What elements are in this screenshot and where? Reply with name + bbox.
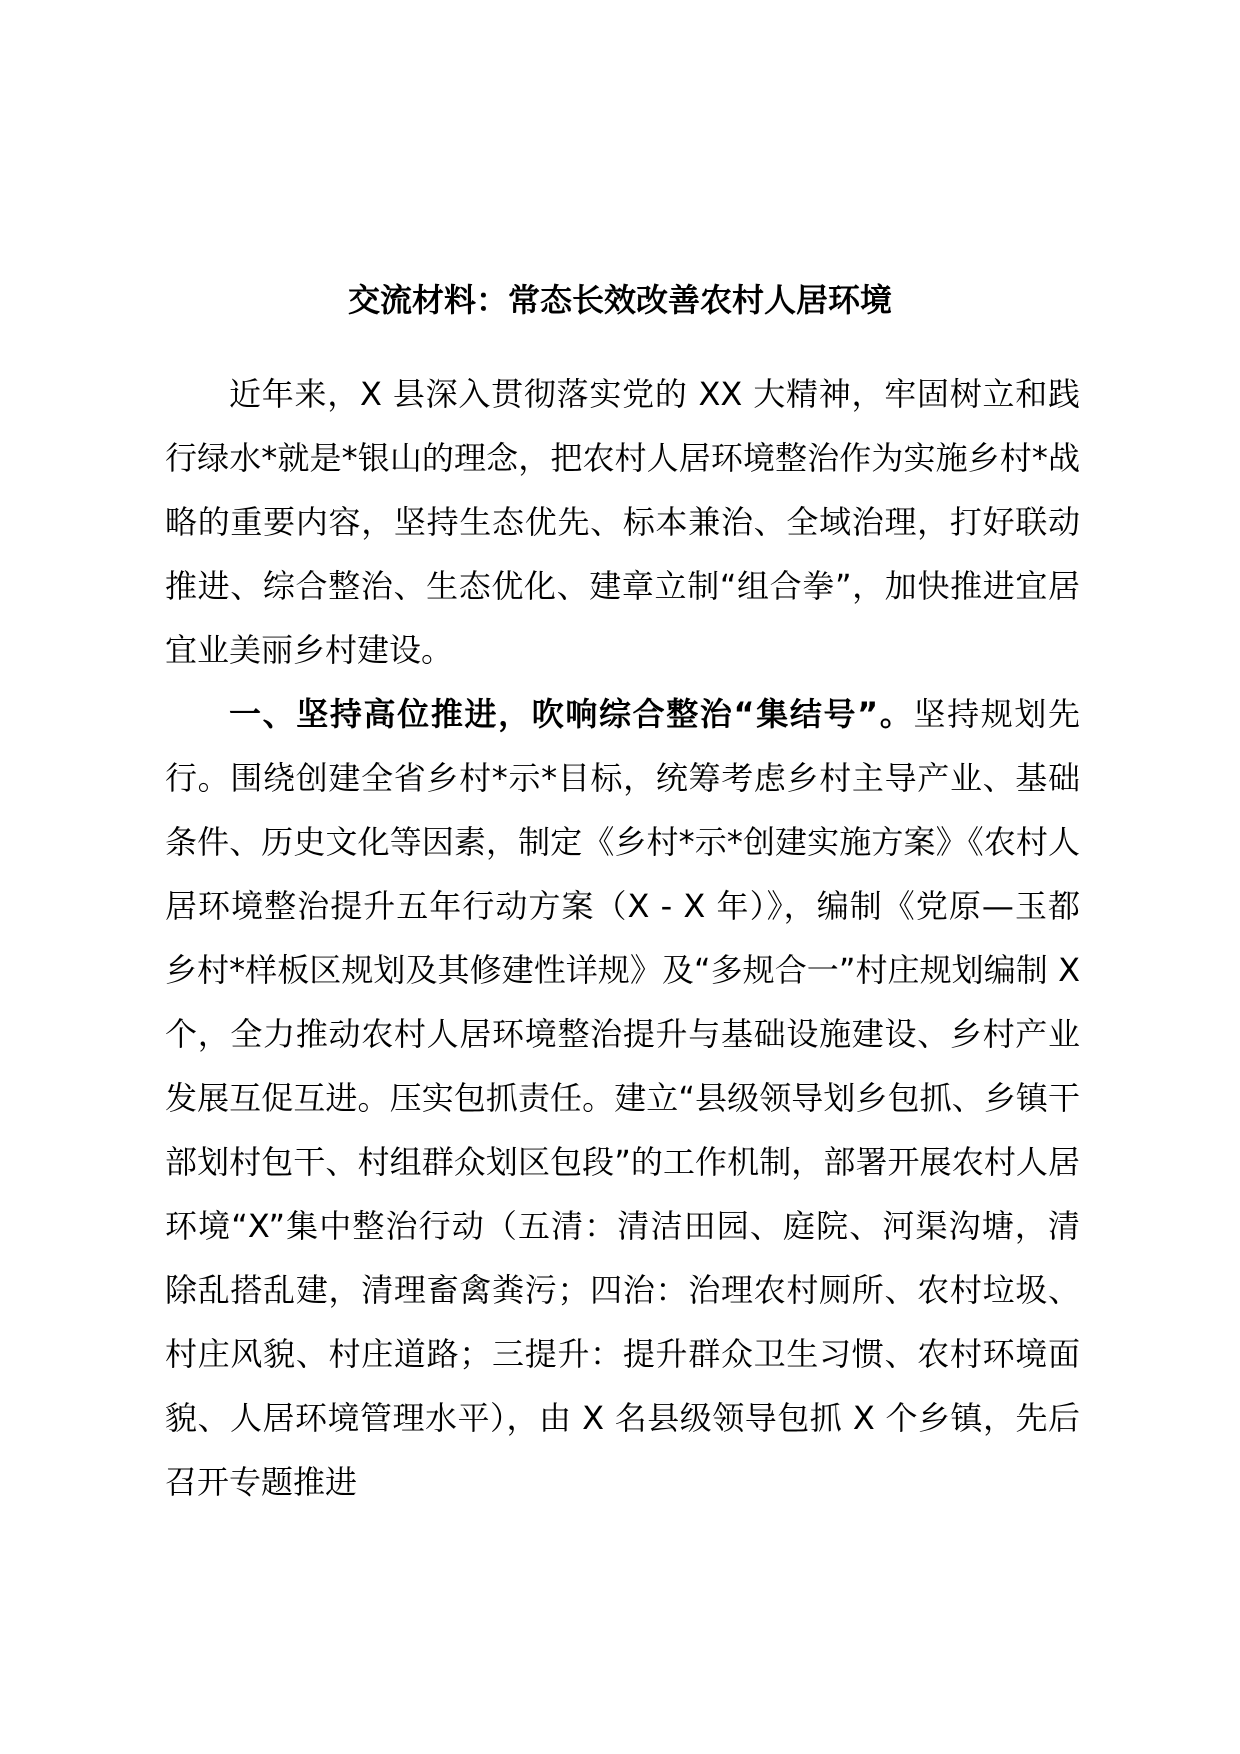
paragraph-intro	[165, 362, 1080, 682]
paragraph-intro-text: 近年来，X 县深入贯彻落实党的 XX 大精神，牢固树立和践行绿水*就是*银山的理念，把农村人居环境整治作为实施乡村*战略的重要内容，坚持生态优先、标本兼治、全域治理，打好联动推进、综合整治、生态优化、建章立制“组合拳”，加快推进宜居宜业美丽乡村建设。	[165, 375, 1080, 669]
document-body	[165, 362, 1080, 1514]
section-one-heading: 一、坚持高位推进，吹响综合整治“集结号”。	[229, 695, 914, 733]
section-one-text: 坚持规划先行。围绕创建全省乡村*示*目标，统筹考虑乡村主导产业、基础条件、历史文化等因素，制定《乡村*示*创建实施方案》《农村人居环境整治提升五年行动方案（X - X 年）》，编制《党原—玉都乡村*样板区规划及其修建性详规》及“多规合一”村庄规划编制 X 个，全力推动农村人居环境整治提升与基础设施建设、乡村产业发展互促互进。压实包抓责任。建立“县级领导划乡包抓、乡镇干部划村包干、村组群众划区包段”的工作机制，部署开展农村人居环境“X”集中整治行动（五清：清洁田园、庭院、河渠沟塘，清除乱搭乱建，清理畜禽粪污；四治：治理农村厕所、农村垃圾、村庄风貌、村庄道路；三提升：提升群众卫生习惯、农村环境面貌、人居环境管理水平），由 X 名县级领导包抓 X 个乡镇，先后召开专题推进	[165, 695, 1080, 1501]
paragraph-section-one	[165, 682, 1080, 1514]
document-title: 交流材料：常态长效改善农村人居环境	[347, 281, 892, 319]
